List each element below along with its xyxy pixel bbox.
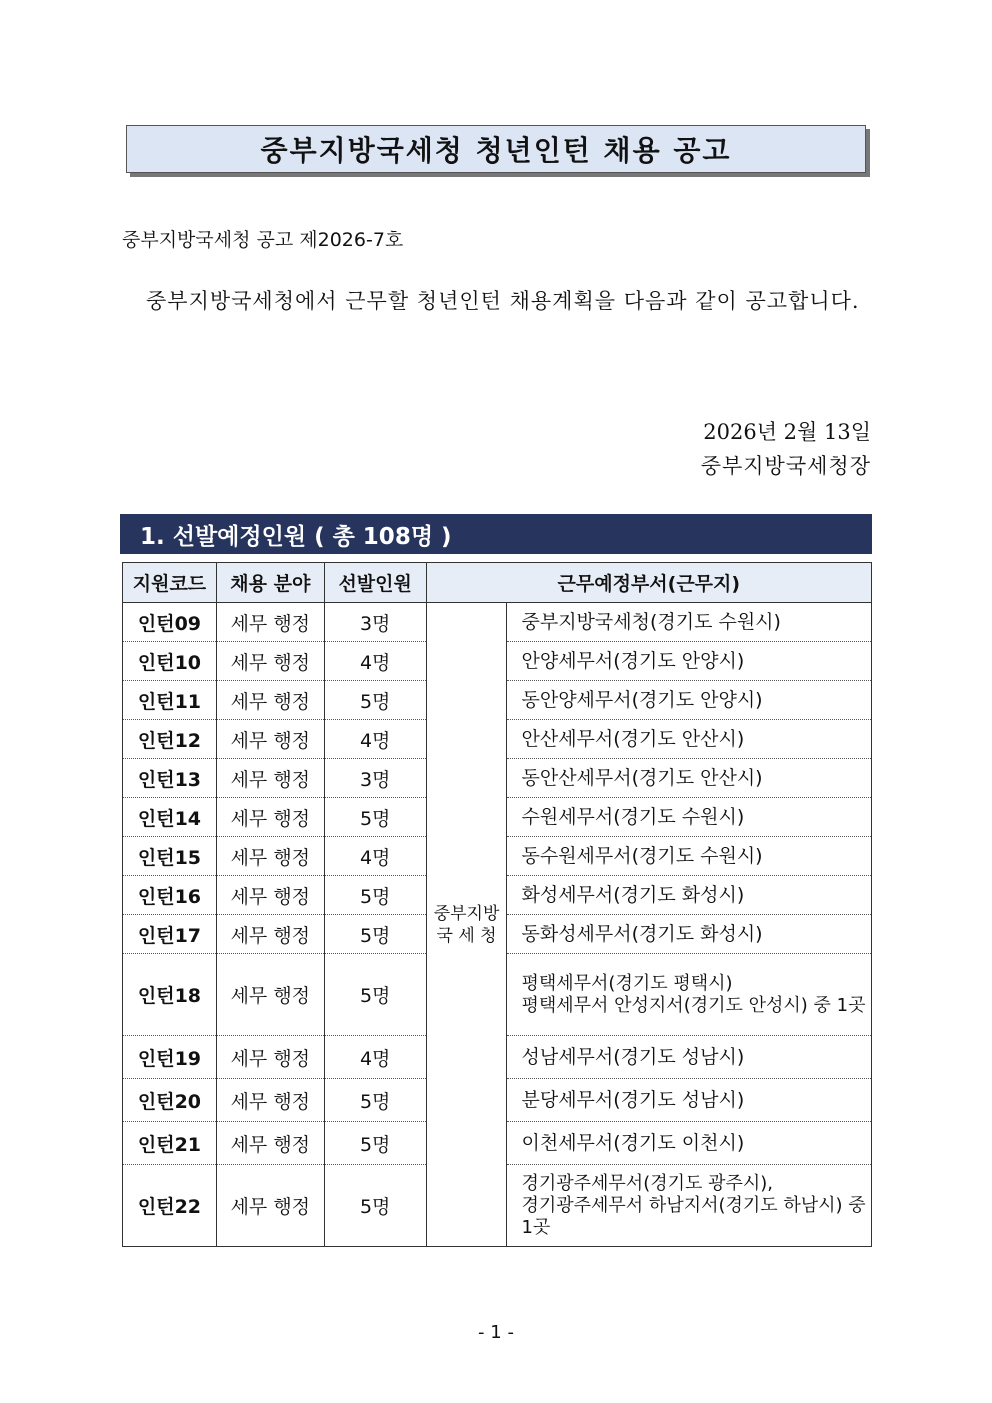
cell-count: 5명 xyxy=(324,1079,426,1122)
notice-number: 중부지방국세청 공고 제2026-7호 xyxy=(122,229,404,251)
cell-field: 세무 행정 xyxy=(216,1036,324,1079)
cell-place: 이천세무서(경기도 이천시) xyxy=(507,1122,872,1165)
cell-count: 4명 xyxy=(324,837,426,876)
cell-place: 안양세무서(경기도 안양시) xyxy=(507,642,872,681)
cell-count: 5명 xyxy=(324,681,426,720)
document-title: 중부지방국세청 청년인턴 채용 공고 xyxy=(126,125,866,173)
cell-count: 5명 xyxy=(324,915,426,954)
cell-place: 동수원세무서(경기도 수원시) xyxy=(507,837,872,876)
cell-count: 4명 xyxy=(324,642,426,681)
cell-field: 세무 행정 xyxy=(216,681,324,720)
cell-place: 평택세무서(경기도 평택시) 평택세무서 안성지서(경기도 안성시) 중 1곳 xyxy=(507,954,872,1036)
cell-field: 세무 행정 xyxy=(216,642,324,681)
header-field: 채용 분야 xyxy=(216,563,324,603)
cell-code: 인턴18 xyxy=(123,954,217,1036)
header-place: 근무예정부서(근무지) xyxy=(426,563,871,603)
cell-field: 세무 행정 xyxy=(216,954,324,1036)
cell-place: 화성세무서(경기도 화성시) xyxy=(507,876,872,915)
cell-field: 세무 행정 xyxy=(216,915,324,954)
cell-field: 세무 행정 xyxy=(216,759,324,798)
cell-code: 인턴10 xyxy=(123,642,217,681)
cell-place: 동화성세무서(경기도 화성시) xyxy=(507,915,872,954)
cell-field: 세무 행정 xyxy=(216,1079,324,1122)
cell-place: 분당세무서(경기도 성남시) xyxy=(507,1079,872,1122)
signer: 중부지방국세청장 xyxy=(700,454,871,478)
cell-code: 인턴15 xyxy=(123,837,217,876)
cell-code: 인턴13 xyxy=(123,759,217,798)
cell-count: 4명 xyxy=(324,720,426,759)
cell-code: 인턴16 xyxy=(123,876,217,915)
cell-place: 수원세무서(경기도 수원시) xyxy=(507,798,872,837)
intro-paragraph: 중부지방국세청에서 근무할 청년인턴 채용계획을 다음과 같이 공고합니다. xyxy=(146,289,860,313)
header-code: 지원코드 xyxy=(123,563,217,603)
cell-place: 동안양세무서(경기도 안양시) xyxy=(507,681,872,720)
cell-field: 세무 행정 xyxy=(216,603,324,642)
table-row xyxy=(123,603,872,642)
page-number: - 1 - xyxy=(478,1322,514,1343)
cell-code: 인턴12 xyxy=(123,720,217,759)
cell-count: 3명 xyxy=(324,759,426,798)
cell-code: 인턴19 xyxy=(123,1036,217,1079)
cell-code: 인턴09 xyxy=(123,603,217,642)
cell-field: 세무 행정 xyxy=(216,798,324,837)
cell-place: 동안산세무서(경기도 안산시) xyxy=(507,759,872,798)
cell-office: 중부지방 국 세 청 xyxy=(426,603,507,1247)
cell-count: 5명 xyxy=(324,954,426,1036)
cell-field: 세무 행정 xyxy=(216,837,324,876)
cell-place: 성남세무서(경기도 성남시) xyxy=(507,1036,872,1079)
cell-code: 인턴20 xyxy=(123,1079,217,1122)
cell-code: 인턴21 xyxy=(123,1122,217,1165)
cell-place: 중부지방국세청(경기도 수원시) xyxy=(507,603,872,642)
header-count: 선발인원 xyxy=(324,563,426,603)
cell-code: 인턴14 xyxy=(123,798,217,837)
cell-field: 세무 행정 xyxy=(216,720,324,759)
section-header: 1. 선발예정인원 ( 총 108명 ) xyxy=(120,514,872,554)
cell-field: 세무 행정 xyxy=(216,1165,324,1247)
cell-field: 세무 행정 xyxy=(216,1122,324,1165)
cell-code: 인턴11 xyxy=(123,681,217,720)
cell-count: 4명 xyxy=(324,1036,426,1079)
cell-count: 5명 xyxy=(324,1122,426,1165)
cell-code: 인턴17 xyxy=(123,915,217,954)
cell-count: 5명 xyxy=(324,876,426,915)
cell-code: 인턴22 xyxy=(123,1165,217,1247)
cell-field: 세무 행정 xyxy=(216,876,324,915)
cell-count: 5명 xyxy=(324,1165,426,1247)
cell-count: 3명 xyxy=(324,603,426,642)
cell-count: 5명 xyxy=(324,798,426,837)
cell-place: 경기광주세무서(경기도 광주시), 경기광주세무서 하남지서(경기도 하남시) 중 1곳 xyxy=(507,1165,872,1247)
cell-place: 안산세무서(경기도 안산시) xyxy=(507,720,872,759)
table-header-row xyxy=(123,563,872,603)
recruitment-table xyxy=(122,562,872,1247)
notice-date: 2026년 2월 13일 xyxy=(703,420,871,444)
